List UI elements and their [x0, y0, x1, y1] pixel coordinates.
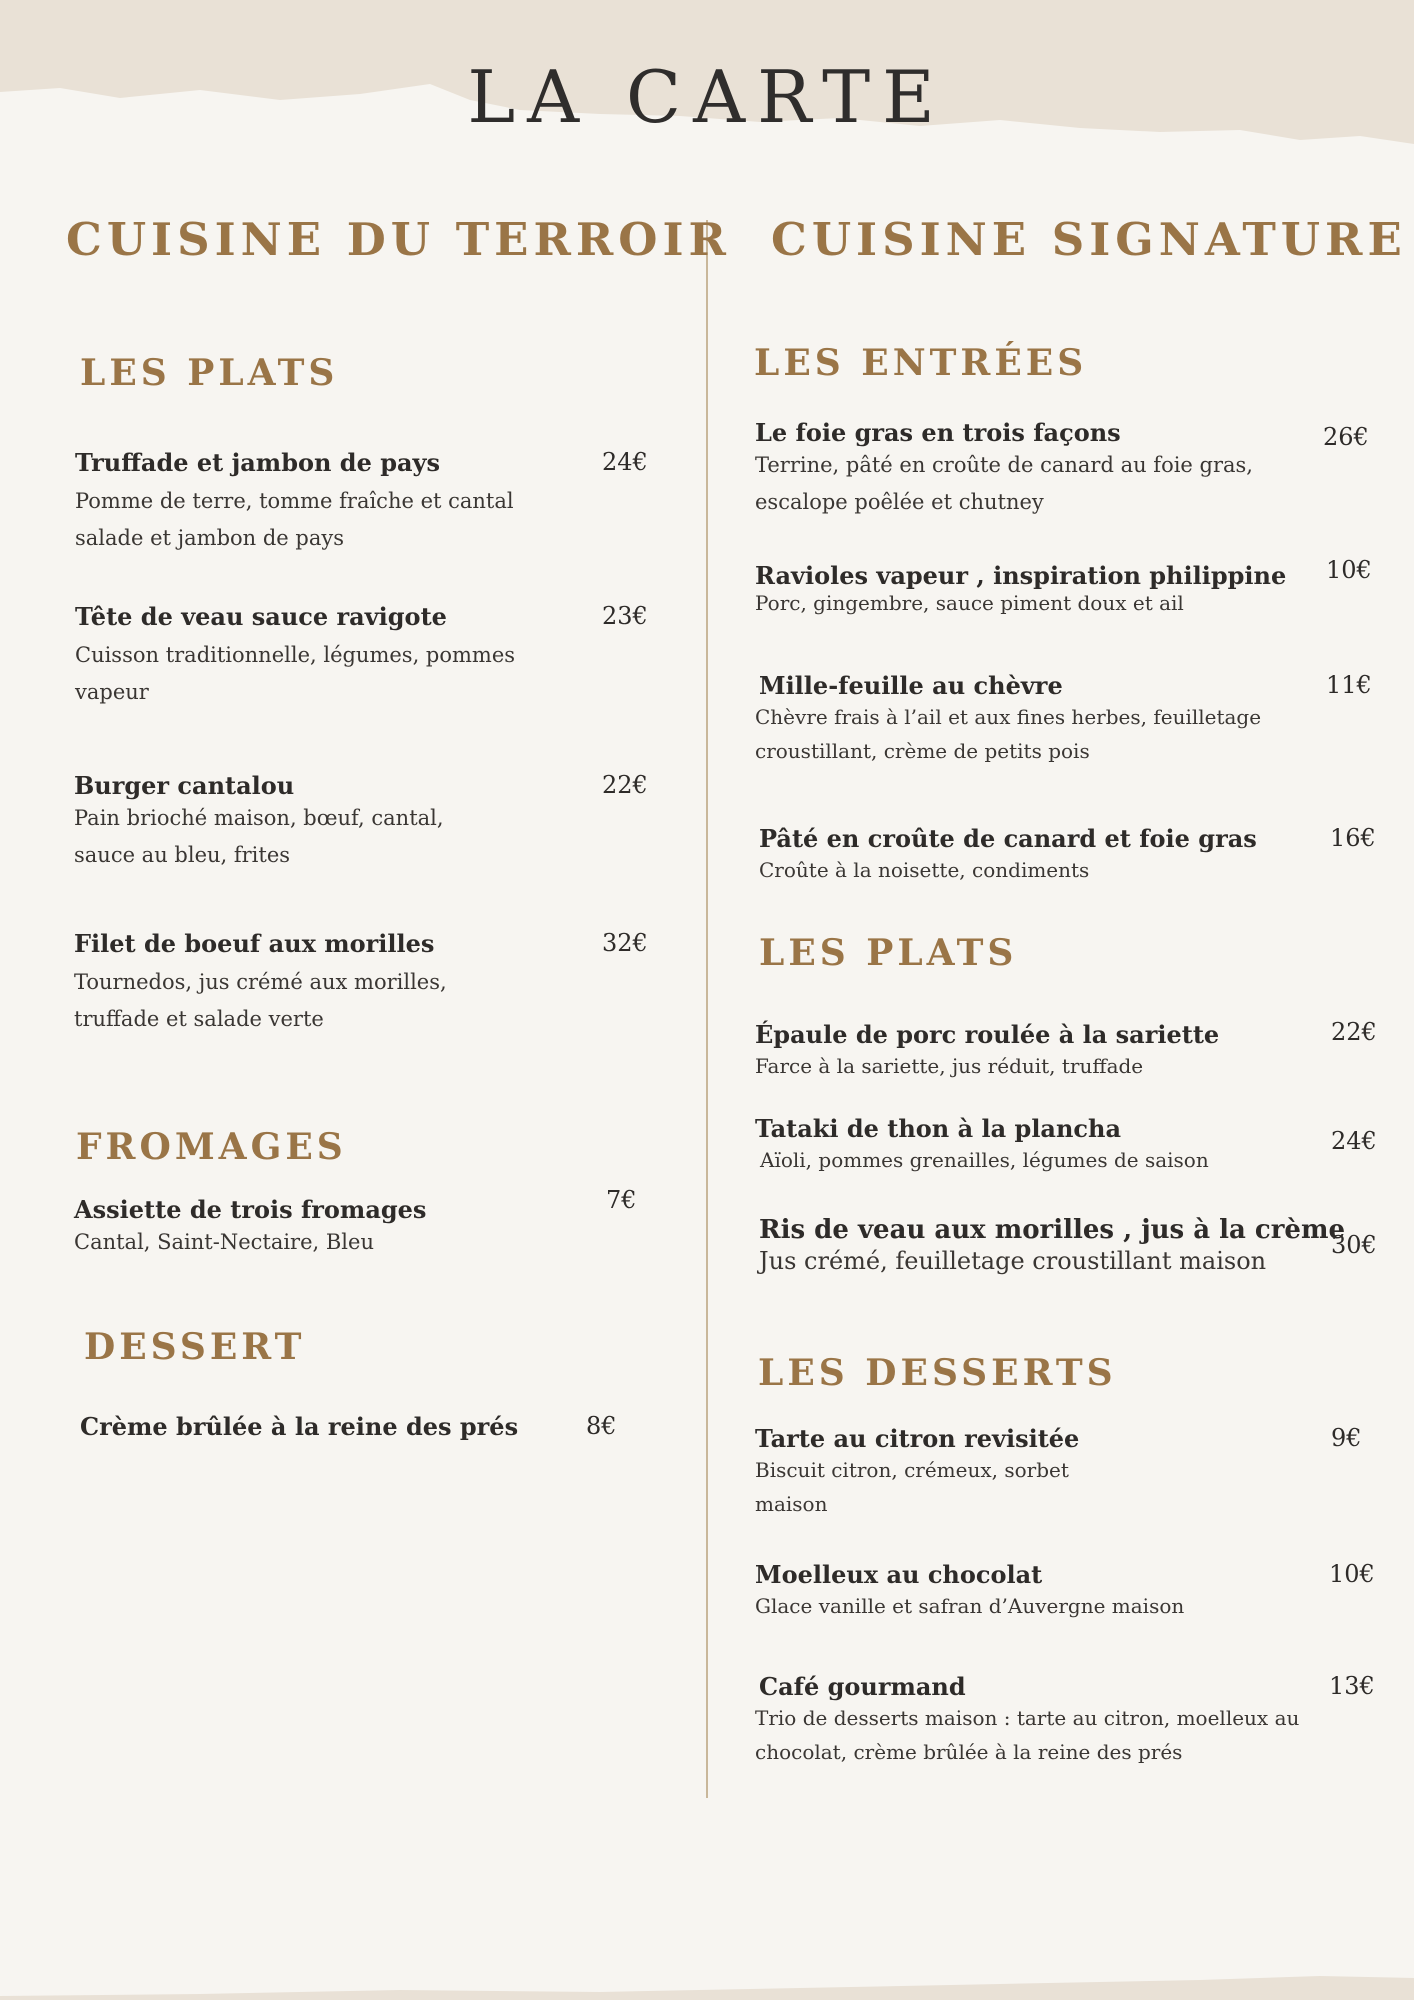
item-price: 16€	[1330, 824, 1376, 852]
menu-item	[755, 1424, 1315, 1521]
item-description: Glace vanille et safran d’Auvergne maison	[755, 1594, 1185, 1618]
item-name: Crème brûlée à la reine des prés	[80, 1412, 519, 1441]
menu-item	[755, 671, 1319, 768]
section-title-les-plats-signature: LES PLATS	[759, 932, 1018, 974]
column-divider	[706, 220, 708, 1798]
item-price: 22€	[602, 771, 648, 799]
item-description: Aïoli, pommes grenailles, légumes de saison	[760, 1148, 1209, 1172]
menu-item	[755, 1020, 1315, 1083]
torn-paper-footer	[0, 1970, 1414, 2000]
menu-item	[75, 448, 575, 557]
item-price: 24€	[602, 448, 648, 476]
item-description: Biscuit citron, crémeux, sorbet maison	[755, 1458, 1069, 1516]
menu-item	[755, 1560, 1315, 1623]
item-name: Filet de boeuf aux morilles	[74, 929, 435, 958]
menu-item	[755, 1114, 1315, 1177]
item-name: Tataki de thon à la plancha	[755, 1114, 1122, 1143]
menu-item	[74, 771, 574, 874]
item-name: Ravioles vapeur , inspiration philippine	[755, 561, 1287, 590]
item-price: 9€	[1331, 1424, 1362, 1452]
item-name: Pâté en croûte de canard et foie gras	[759, 824, 1257, 853]
item-name: Moelleux au chocolat	[755, 1560, 1043, 1589]
item-description: Pomme de terre, tomme fraîche et cantal salade et jambon de pays	[75, 489, 514, 550]
item-name: Épaule de porc roulée à la sariette	[755, 1020, 1220, 1049]
item-price: 7€	[606, 1186, 637, 1214]
item-description: Croûte à la noisette, condiments	[759, 858, 1090, 882]
menu-item	[74, 1195, 574, 1261]
right-column-title: CUISINE SIGNATURE	[771, 213, 1407, 266]
item-description: Tournedos, jus crémé aux morilles, truffade et salade verte	[74, 970, 447, 1031]
item-name: Assiette de trois fromages	[74, 1195, 427, 1224]
section-title-les-entrees: LES ENTRÉES	[754, 342, 1088, 384]
menu-item	[759, 1215, 1346, 1279]
section-title-fromages: FROMAGES	[76, 1126, 347, 1168]
section-title-les-desserts: LES DESSERTS	[758, 1352, 1117, 1394]
item-name: Ris de veau aux morilles , jus à la crème	[759, 1215, 1346, 1245]
torn-edge-bottom-graphic	[0, 1970, 1414, 2000]
item-description: Terrine, pâté en croûte de canard au foie gras, escalope poêlée et chutney	[755, 453, 1253, 514]
item-price: 13€	[1329, 1672, 1375, 1700]
item-price: 8€	[586, 1412, 617, 1440]
item-name: Mille-feuille au chèvre	[759, 671, 1063, 700]
item-description: Cantal, Saint-Nectaire, Bleu	[74, 1230, 374, 1254]
item-price: 24€	[1331, 1127, 1377, 1155]
menu-item	[759, 824, 1319, 887]
item-price: 32€	[602, 929, 648, 957]
item-description: Porc, gingembre, sauce piment doux et ail	[755, 591, 1184, 615]
item-description: Cuisson traditionnelle, légumes, pommes vapeur	[75, 643, 516, 704]
item-description: Trio de desserts maison : tarte au citron, moelleux au chocolat, crème brûlée à la reine des prés	[755, 1706, 1300, 1764]
item-price: 23€	[602, 602, 648, 630]
item-price: 10€	[1326, 556, 1372, 584]
menu-item	[80, 1412, 580, 1441]
page-title: LA CARTE	[467, 55, 947, 139]
item-name: Café gourmand	[759, 1672, 966, 1701]
menu-item	[75, 602, 575, 711]
section-title-les-plats-terroir: LES PLATS	[80, 352, 339, 394]
item-description: Farce à la sariette, jus réduit, truffade	[755, 1054, 1144, 1078]
item-description: Jus crémé, feuilletage croustillant maison	[759, 1247, 1267, 1275]
item-price: 10€	[1329, 1560, 1375, 1588]
item-price: 26€	[1323, 423, 1369, 451]
item-name: Tarte au citron revisitée	[755, 1424, 1080, 1453]
item-price: 22€	[1331, 1018, 1377, 1046]
item-price: 30€	[1331, 1231, 1377, 1259]
left-column-title: CUISINE DU TERROIR	[66, 213, 731, 266]
item-name: Burger cantalou	[74, 771, 295, 800]
item-description: Chèvre frais à l’ail et aux fines herbes, feuilletage croustillant, crème de petits pois	[755, 705, 1262, 763]
menu-item	[755, 418, 1315, 521]
section-title-dessert: DESSERT	[84, 1326, 306, 1368]
item-name: Le foie gras en trois façons	[755, 418, 1121, 447]
menu-item	[755, 1672, 1319, 1769]
item-price: 11€	[1326, 671, 1372, 699]
menu-item	[74, 929, 574, 1038]
item-name: Truffade et jambon de pays	[75, 448, 440, 477]
item-description: Pain brioché maison, bœuf, cantal, sauce au bleu, frites	[74, 806, 444, 867]
menu-item	[755, 561, 1315, 620]
item-name: Tête de veau sauce ravigote	[75, 602, 447, 631]
